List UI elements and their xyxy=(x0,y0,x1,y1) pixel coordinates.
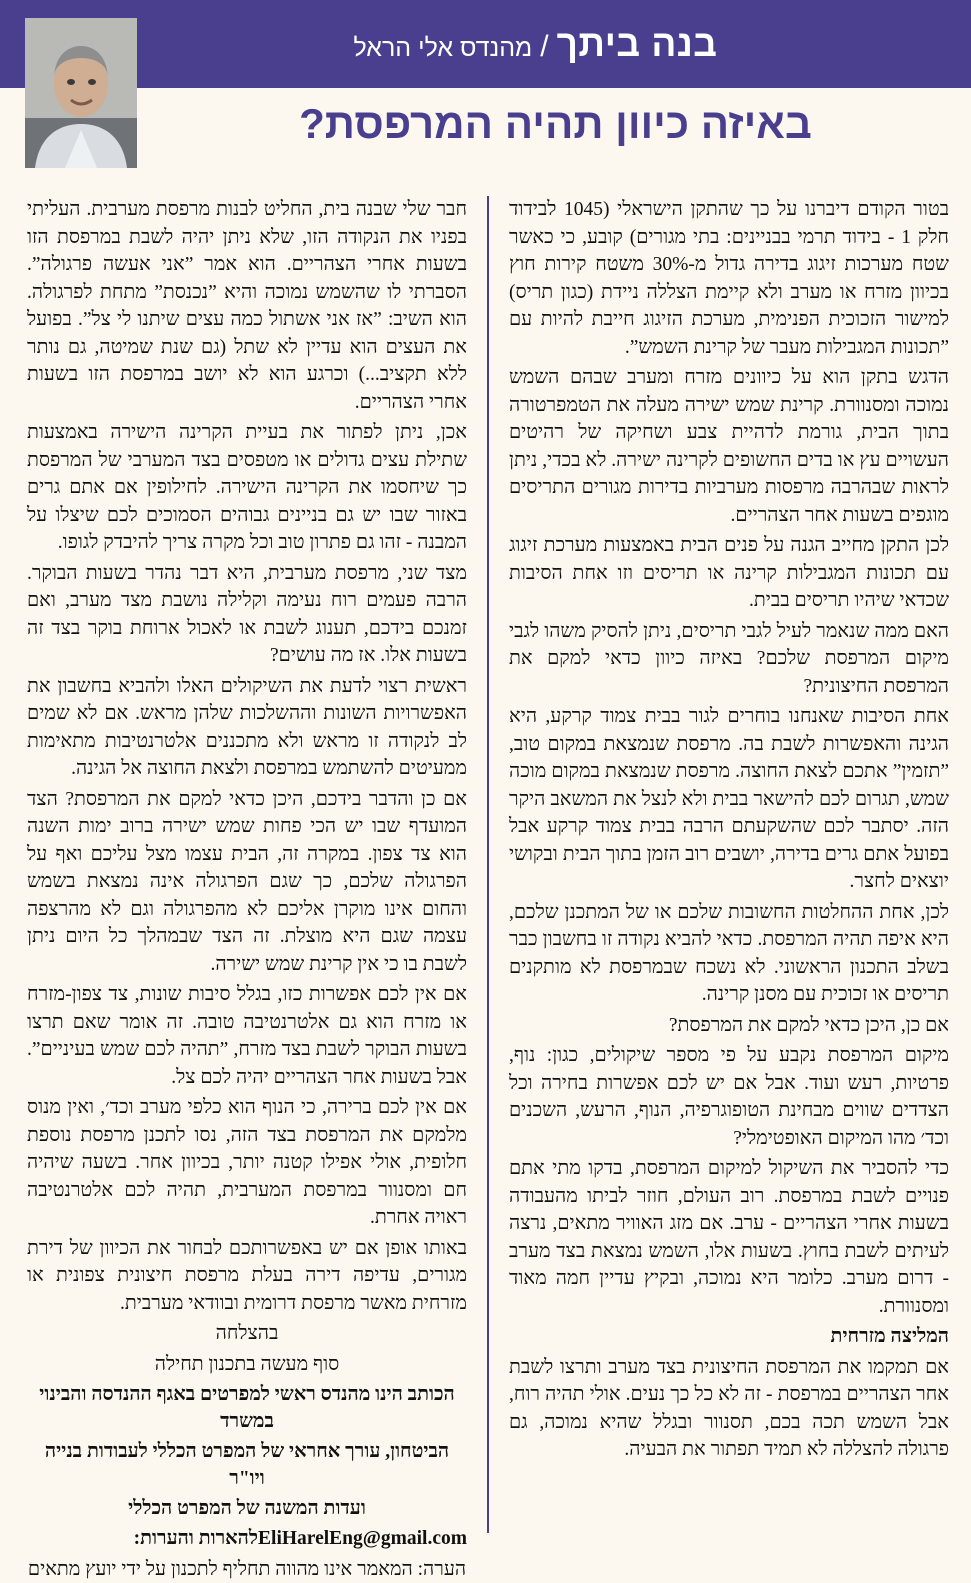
signature-line: הכותב הינו מהנדס ראשי למפרטים באגף ההנדסה והבינוי במשרד xyxy=(27,1381,467,1435)
paragraph: בטור הקודם דיברנו על כך שהתקן הישראלי (1045 לבידוד חלק 1 - בידוד תרמי בבניינים: בתי מגורים) קובע, כי כאשר שטח מערכות זיגוג בדירה גדול מ-30% משטח קירות חוץ בכיוון מזרח או מערב ולא קיימת הצללה ניידת (כגון תריס) למישור הזכוכית הפנימית, מערכת הזיגוג חייבת להיות עם ”תכונות המגבילות מעבר של קרינת השמש”. xyxy=(509,196,949,361)
paragraph: חבר שלי שבנה בית, החליט לבנות מרפסת מערבית. העליתי בפניו את הנקודה הזו, שלא ניתן יהיה לשבת במרפסת הזו בשעות אחרי הצהריים. הוא אמר ”אני אעשה פרגולה”. הסברתי לו שהשמש נמוכה והיא ”נכנסת” מתחת לפרגולה. הוא השיב: ”אז אני אשתול כמה עצים שיתנו לי צל”. בפועל את העצים הוא עדיין לא שתל (גם שנת שמיטה, גם נותר ללא תקציב...) וכרגע הוא לא יושב במרפסת הזו בשעות אחרי הצהריים. xyxy=(27,196,467,416)
paragraph: באותו אופן אם יש באפשרותכם לבחור את הכיוון של דירת מגורים, עדיפה דירה בעלת מרפסת חיצונית צפונית או מזרחית מאשר מרפסת דרומית ובוודאי מערבית. xyxy=(27,1235,467,1318)
paragraph: אחת הסיבות שאנחנו בוחרים לגור בבית צמוד קרקע, היא הגינה והאפשרות לשבת בה. מרפסת שנמצאת במקום טוב, ”תזמין” אתכם לצאת החוצה. מרפסת שנמצאת במקום מוכה שמש, תגרום לכם להישאר בבית ולא לנצל את המשאב היקר הזה. יסתבר לכם שהשקעתם הרבה בבית צמוד קרקע אבל בפועל אתם גרים בדירה, יושבים רוב הזמן בתוך הבית ובקושי יוצאים לחצר. xyxy=(509,703,949,896)
signature-line: ועדות המשנה של המפרט הכללי xyxy=(27,1495,467,1522)
paragraph: ראשית רצוי לדעת את השיקולים האלו ולהביא בחשבון את האפשרויות השונות וההשלכות שלהן מראש. אם לא שמים לב לנקודה זו מראש ולא מתכננים אלטרנטיבות מתאימות ממעיטים להשתמש במרפסת ולצאת החוצה אל הגינה. xyxy=(27,673,467,783)
article-body xyxy=(22,196,949,1533)
paragraph: אם אין לכם ברירה, כי הנוף הוא כלפי מערב וכד׳, ואין מנוס מלמקם את המרפסת בצד הזה, נסו לתכנן מרפסת נוספת חלופית, אולי אפילו קטנה יותר, בכיוון אחר. בשעה שיהיה חם ומסנוור במרפסת המערבית, תהיה לכם אלטרנטיבה ראויה אחרת. xyxy=(27,1094,467,1232)
title-separator: / xyxy=(540,30,548,64)
paragraph: אם תמקמו את המרפסת החיצונית בצד מערב ותרצו לשבת אחר הצהריים במרפסת - זה לא כל כך נעים. אולי תהיה רוח, אבל השמש תכה בכם, תסנוור ובגלל שהיא נמוכה, גם פרגולה להצללה לא תמיד תפתור את הבעיה. xyxy=(509,1354,949,1464)
paragraph: לכן התקן מחייב הגנה על פנים הבית באמצעות מערכת זיגוג עם תכונות המגבילות קרינה או תריסים וזו אחת הסיבות שכדאי שיהיו תריסים בבית. xyxy=(509,532,949,615)
paragraph: אם כן והדבר בידכם, היכן כדאי למקם את המרפסת? הצד המועדף שבו יש הכי פחות שמש ישירה ברוב ימות השנה הוא צד צפון. במקרה זה, הבית עצמו מצל עליכם ואף על הפרגולה שלכם, כך שגם הפרגולה אינה נמצאת בשמש והחום אינו מוקרן אליכם לא מהפרגולה וגם לא מהרצפה עצמה שגם היא מוצלת. זה הצד שבמהלך כל היום ניתן לשבת בו כי אין קרינת שמש ישירה. xyxy=(27,786,467,979)
signature-line: הביטחון, עורך אחראי של המפרט הכללי לעבודות בנייה ויו"ר xyxy=(27,1438,467,1492)
author-signature xyxy=(27,1381,467,1522)
paragraph: הדגש בתקן הוא על כיוונים מזרח ומערב שבהם השמש נמוכה ומסנוורת. קרינת שמש ישירה מעלה את הטמפרטורה בתוך הבית, גורמת לדהיית צבע ושחיקה של רהיטים העשויים עץ או בדים החשופים לקרינה ישירה. לא בכדי, ניתן לראות שבהרבה מרפסות מערביות בדירות מגורים התריסים מוגפים בשעות אחר הצהריים. xyxy=(509,364,949,529)
paragraph: אכן, ניתן לפתור את בעיית הקרינה הישירה באמצעות שתילת עצים גדולים או מטפסים בצד המערבי של המרפסת כך שיחסמו את הקרינה הישירה. לחילופין אם אתם גרים באזור שבו יש גם בניינים גבוהים הסמוכים לכם שיצלו על המבנה - זהו גם פתרון טוב וכל מקרה צריך להיבדק לגופו. xyxy=(27,419,467,557)
contact-label: להארות והערות: xyxy=(134,1528,258,1549)
page-title: באיזה כיוון תהיה המרפסת? xyxy=(0,100,971,148)
paragraph: אם כן, היכן כדאי למקם את המרפסת? xyxy=(509,1012,949,1040)
paragraph: מיקום המרפסת נקבע על פי מספר שיקולים, כגון: נוף, פרטיות, רעש ועוד. אבל אם יש לכם אפשרות בחירה וכל הצדדים שווים מבחינת הטופוגרפיה, הנוף, הרעש, השכנים וכד׳ מהו המיקום האופטימלי? xyxy=(509,1042,949,1152)
paragraph: אם אין לכם אפשרות כזו, בגלל סיבות שונות, צד צפון-מזרח או מזרח הוא גם אלטרנטיבה טובה. זה אומר שאם תרצו בשעות הבוקר לשבת בצד מזרח, ”תהיה לכם שמש בעיניים”. אבל בשעות אחר הצהריים יהיה לכם צל. xyxy=(27,981,467,1091)
header-title-group xyxy=(0,23,971,65)
header-bar xyxy=(0,0,971,88)
disclaimer: הערה: המאמר אינו מהווה תחליף לתכנון על ידי יועץ מתאים xyxy=(27,1556,467,1583)
closing-proverb: סוף מעשה בתכנון תחילה xyxy=(27,1351,467,1379)
column-left xyxy=(27,196,479,1533)
column-divider xyxy=(487,196,489,1533)
column-right xyxy=(497,196,949,1533)
contact-line xyxy=(27,1525,467,1553)
section-title: בנה ביתך xyxy=(557,23,718,65)
paragraph: כדי להסביר את השיקול למיקום המרפסת, בדקו מתי אתם פנויים לשבת במרפסת. רוב העולם, חוזר לביתו מהעבודה בשעות אחרי הצהריים - ערב. אם מזג האוויר מתאים, נרצה לעיתים לשבת בחוץ. בשעות אלו, השמש נמצאת בצד מערב - דרום מערב. כלומר היא נמוכה, ובקיץ עדיין חמה מאוד ומסנוורת. xyxy=(509,1155,949,1320)
contact-email[interactable]: EliHarelEng@gmail.com xyxy=(258,1528,467,1549)
paragraph: האם ממה שנאמר לעיל לגבי תריסים, ניתן להסיק משהו לגבי מיקום המרפסת שלכם? באיזה כיוון כדאי למקם את המרפסת החיצונית? xyxy=(509,618,949,701)
paragraph: מצד שני, מרפסת מערבית, היא דבר נהדר בשעות הבוקר. הרבה פעמים רוח נעימה וקלילה נושבת מצד מערב, ואם זמנכם בידכם, תענוג לשבת או לאכול ארוחת בוקר בצד זה בשעות אלו. אז מה עושים? xyxy=(27,560,467,670)
closing-wish: בהצלחה xyxy=(27,1320,467,1348)
paragraph: לכן, אחת ההחלטות החשובות שלכם או של המתכנן שלכם, היא איפה תהיה המרפסת. כדאי להביא נקודה זו בחשבון כבר בשלב התכנון הראשוני. לא נשכח שבמרפסת לא מותקנים תריסים או זכוכית עם מסנן קרינה. xyxy=(509,899,949,1009)
author-byline: מהנדס אלי הראל xyxy=(354,34,533,63)
subheading: המליצה מזרחית xyxy=(509,1323,949,1351)
